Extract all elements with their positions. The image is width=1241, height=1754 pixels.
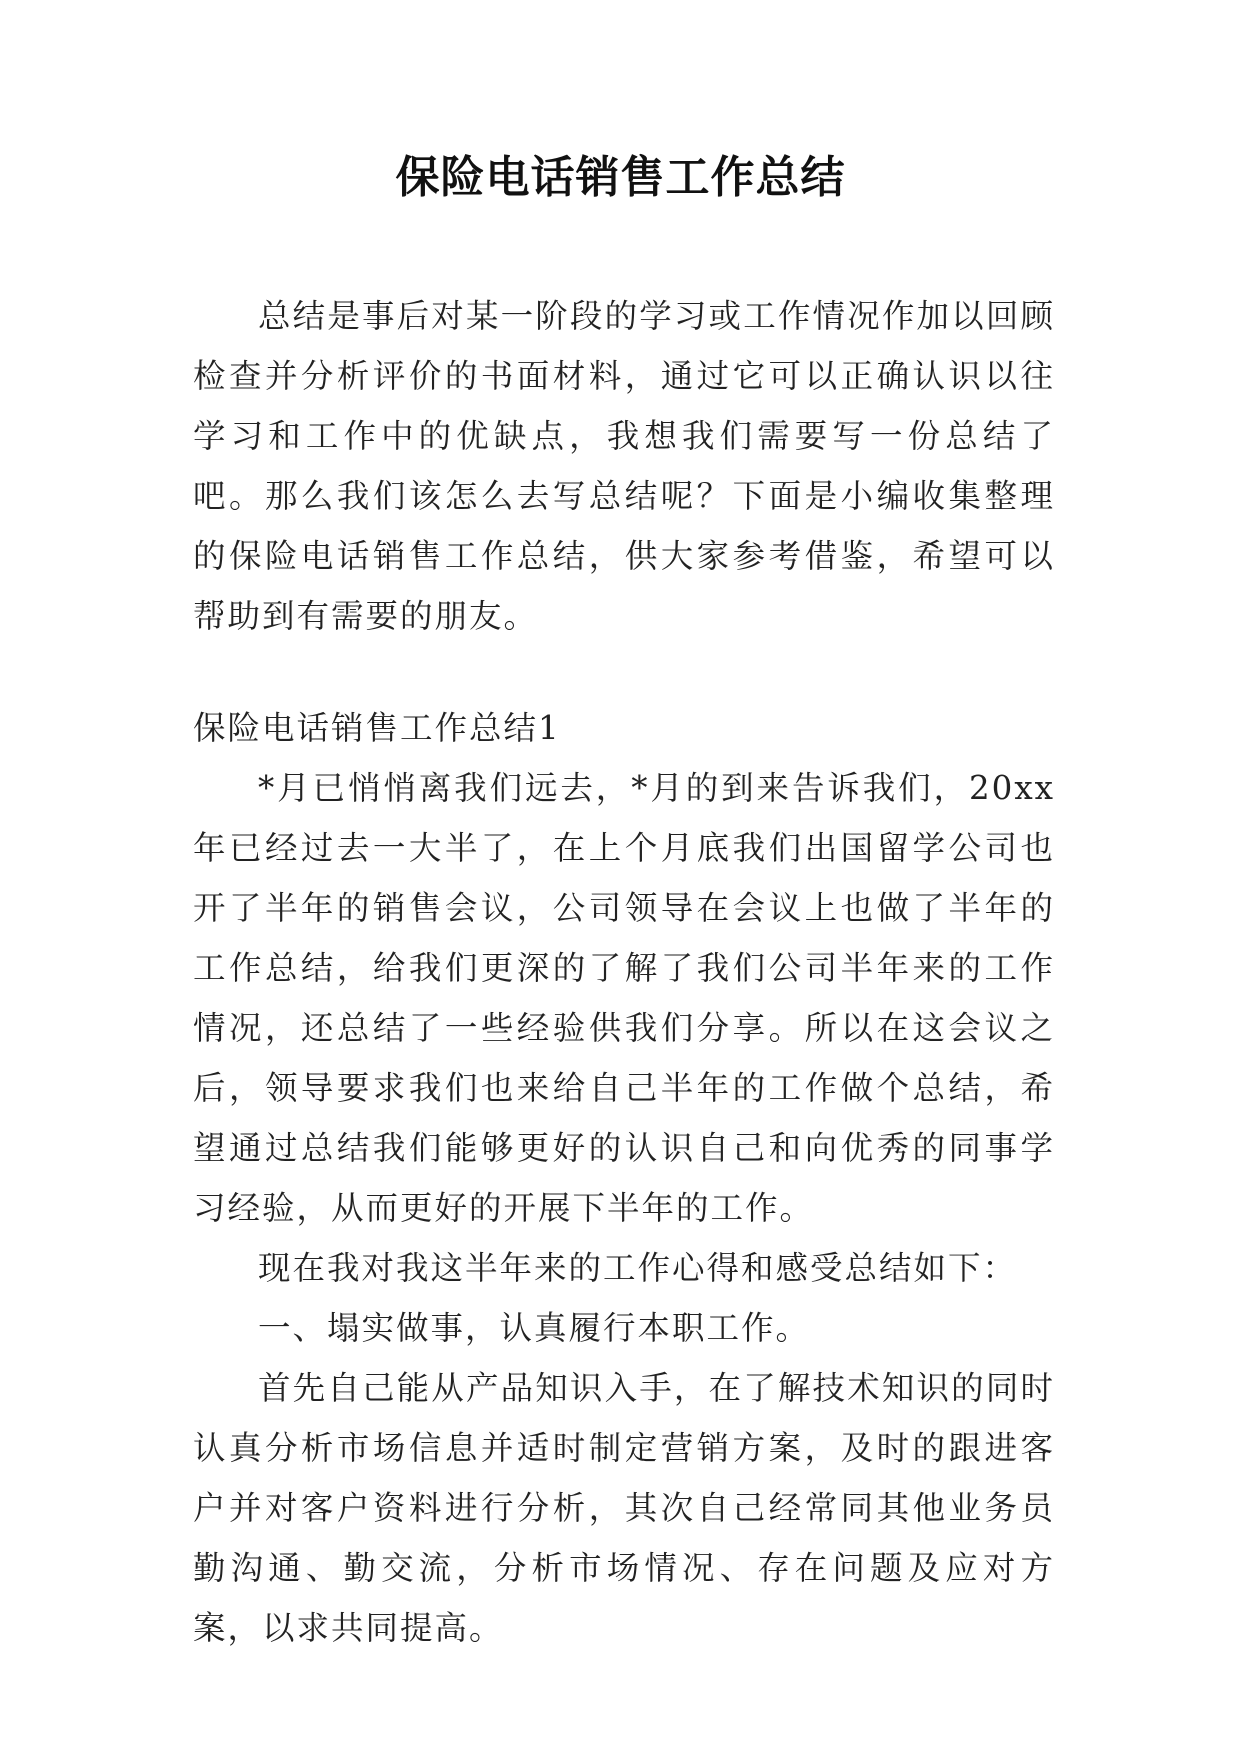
- body-paragraph: 首先自己能从产品知识入手，在了解技术知识的同时认真分析市场信息并适时制定营销方案，及时的跟进客户并对客户资料进行分析，其次自己经常同其他业务员勤沟通、勤交流，分析市场情况、存在问题及应对方案，以求共同提高。: [193, 1369, 1055, 1647]
- body-paragraph: 一、塌实做事，认真履行本职工作。: [258, 1309, 811, 1347]
- document-title: 保险电话销售工作总结: [395, 152, 846, 203]
- intro-block: [193, 286, 1055, 646]
- section-heading-block: [193, 698, 1055, 758]
- body-paragraph: *月已悄悄离我们远去，*月的到来告诉我们，20xx年已经过去一大半了，在上个月底我们出国留学公司也开了半年的销售会议，公司领导在会议上也做了半年的工作总结，给我们更深的了解了我们公司半年来的工作情况，还总结了一些经验供我们分享。所以在这会议之后，领导要求我们也来给自己半年的工作做个总结，希望通过总结我们能够更好的认识自己和向优秀的同事学习经验，从而更好的开展下半年的工作。: [193, 769, 1055, 1227]
- section-heading: 保险电话销售工作总结1: [193, 709, 561, 747]
- section-body: [193, 758, 1055, 1658]
- body-paragraph: 现在我对我这半年来的工作心得和感受总结如下：: [258, 1249, 1018, 1287]
- intro-paragraph: 总结是事后对某一阶段的学习或工作情况作加以回顾检查并分析评价的书面材料，通过它可以正确认识以往学习和工作中的优缺点，我想我们需要写一份总结了吧。那么我们该怎么去写总结呢？下面是小编收集整理的保险电话销售工作总结，供大家参考借鉴，希望可以帮助到有需要的朋友。: [193, 297, 1055, 635]
